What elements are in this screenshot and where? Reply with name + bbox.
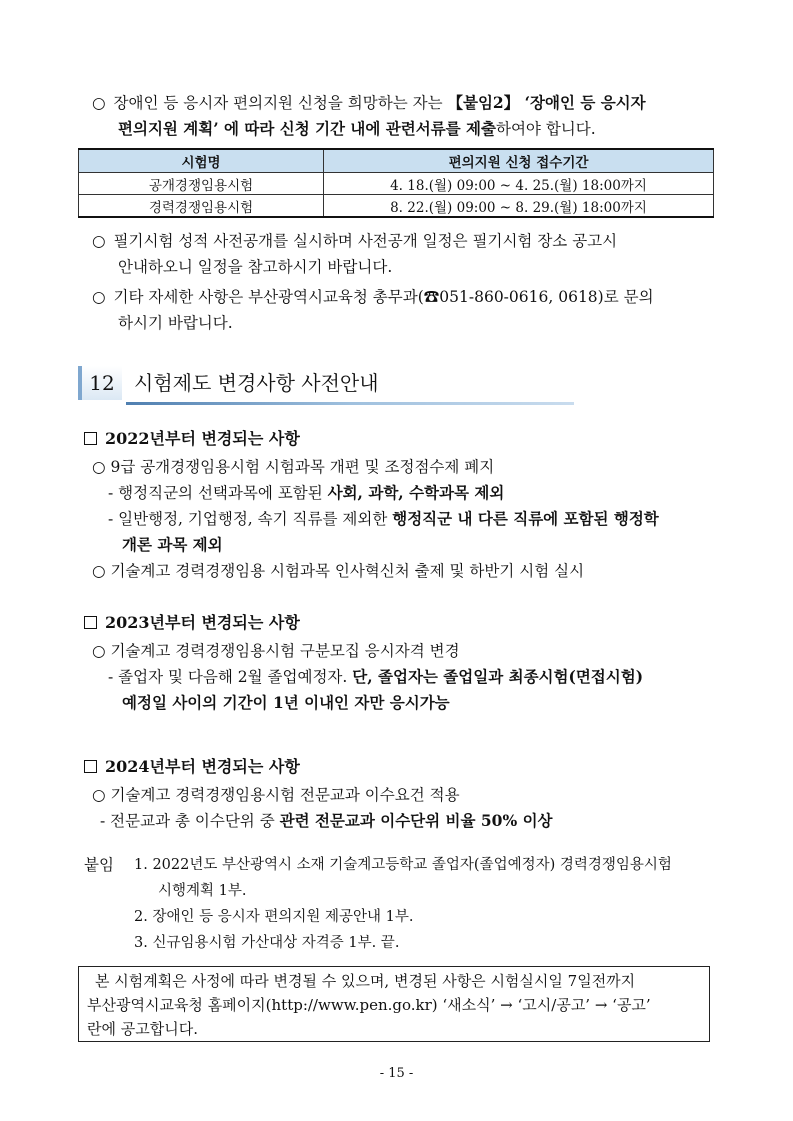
y2024-sub-1: [100, 810, 553, 832]
intro-text-2a: 편의지원 계획’ 에 따라 신청 기간 내에 관련서류를 제출: [118, 119, 496, 138]
y2022-sub-2c: 개론 과목 제외: [122, 535, 223, 554]
header-exam-name: 시험명: [79, 149, 324, 173]
attachments-label: 붙임: [84, 856, 114, 874]
table-row: [79, 195, 714, 218]
page-number: - 15 -: [379, 1066, 414, 1081]
heading-2023: [84, 612, 300, 634]
attachment-1-line-2: 시행계획 1부.: [158, 883, 247, 899]
y2022-sub-1a: - 행정직군의 선택과목에 포함된: [108, 484, 328, 502]
bullet-circle: ○: [92, 288, 106, 306]
heading-2024-text: 2024년부터 변경되는 사항: [105, 757, 300, 776]
table-row: [79, 173, 714, 195]
y2023-sub-1b: 단, 졸업자는 졸업일과 최종시험(면접시험): [352, 667, 644, 686]
intro-text-1b: 【붙임2】 ‘장애인 등 응시자: [447, 93, 646, 112]
note-2-line-1: [92, 286, 654, 308]
y2024-item-1: ○ 기술계고 경력경쟁임용시험 전문교과 이수요건 적용: [92, 786, 460, 804]
intro-line-2: [118, 118, 596, 140]
y2022-sub-2: [108, 508, 659, 530]
table-header-row: [79, 149, 714, 173]
section-heading: [78, 366, 574, 406]
attachment-1-line-1: 1. 2022년도 부산광역시 소재 기술계고등학교 졸업자(졸업예정자) 경력경쟁임용시험: [134, 857, 672, 873]
y2023-sub-1a: - 졸업자 및 다음해 2월 졸업예정자.: [108, 668, 353, 686]
notice-line-2: 부산광역시교육청 홈페이지(http://www.pen.go.kr) ‘새소식’ → ‘고시/공고’ → ‘공고’: [87, 996, 651, 1014]
intro-text-2b: 하여야 합니다.: [495, 120, 596, 138]
attachment-2: 2. 장애인 등 응시자 편의지원 제공안내 1부.: [134, 909, 414, 925]
cell-exam-name: 경력경쟁임용시험: [79, 195, 324, 218]
notice-line-3: 란에 공고합니다.: [87, 1020, 198, 1038]
note-1-line-1: [92, 230, 617, 252]
section-underline: [126, 402, 574, 405]
y2023-item-1: ○ 기술계고 경력경쟁임용시험 구분모집 응시자격 변경: [92, 642, 460, 660]
y2022-sub-1: [108, 482, 504, 504]
bullet-circle: ○: [92, 232, 106, 250]
attachment-3: 3. 신규임용시험 가산대상 자격증 1부. 끝.: [134, 935, 400, 951]
note-2-text: 기타 자세한 사항은 부산광역시교육청 총무과(☎051-860-0616, 0618)로 문의: [113, 288, 654, 306]
cell-exam-name: 공개경쟁임용시험: [79, 173, 324, 195]
intro-text-1a: 장애인 등 응시자 편의지원 신청을 희망하는 자는: [113, 94, 448, 112]
y2023-sub-1c: 예정일 사이의 기간이 1년 이내인 자만 응시가능: [122, 693, 450, 712]
y2024-sub-1b: 관련 전문교과 이수단위 비율 50% 이상: [279, 811, 553, 830]
notice-box: [78, 966, 710, 1042]
section-title: 시험제도 변경사항 사전안내: [134, 371, 379, 395]
note-1-text: 필기시험 성적 사전공개를 실시하며 사전공개 일정은 필기시험 장소 공고시: [113, 232, 618, 250]
y2022-item-1: ○ 9급 공개경쟁임용시험 시험과목 개편 및 조정점수제 폐지: [92, 458, 495, 476]
schedule-table: [78, 148, 714, 218]
y2023-sub-1: [108, 666, 643, 688]
y2022-sub-2a: - 일반행정, 기업행정, 속기 직류를 제외한: [108, 510, 393, 528]
y2022-sub-2b: 행정직군 내 다른 직류에 포함된 행정학: [392, 509, 659, 528]
heading-2022: [84, 428, 300, 450]
heading-2024: [84, 756, 300, 778]
checkbox-square-icon: [84, 616, 97, 629]
y2022-sub-1b: 사회, 과학, 수학과목 제외: [327, 483, 505, 502]
note-2-line-2: 하시기 바랍니다.: [118, 314, 233, 332]
cell-period: 4. 18.(월) 09:00 ~ 4. 25.(월) 18:00까지: [324, 173, 714, 195]
heading-2023-text: 2023년부터 변경되는 사항: [105, 613, 300, 632]
bullet-circle: ○: [92, 94, 106, 112]
cell-period: 8. 22.(월) 09:00 ~ 8. 29.(월) 18:00까지: [324, 195, 714, 218]
checkbox-square-icon: [84, 432, 97, 445]
header-period: 편의지원 신청 접수기간: [324, 149, 714, 173]
checkbox-square-icon: [84, 760, 97, 773]
heading-2022-text: 2022년부터 변경되는 사항: [105, 429, 300, 448]
intro-line-1: [92, 92, 646, 114]
note-1-line-2: 안내하오니 일정을 참고하시기 바랍니다.: [118, 258, 393, 276]
notice-line-1: 본 시험계획은 사정에 따라 변경될 수 있으며, 변경된 사항은 시험실시일 7일전까지: [95, 972, 636, 990]
section-number: 12: [78, 366, 122, 400]
y2022-item-2: ○ 기술계고 경력경쟁임용 시험과목 인사혁신처 출제 및 하반기 시험 실시: [92, 562, 585, 580]
y2024-sub-1a: - 전문교과 총 이수단위 중: [100, 812, 280, 830]
